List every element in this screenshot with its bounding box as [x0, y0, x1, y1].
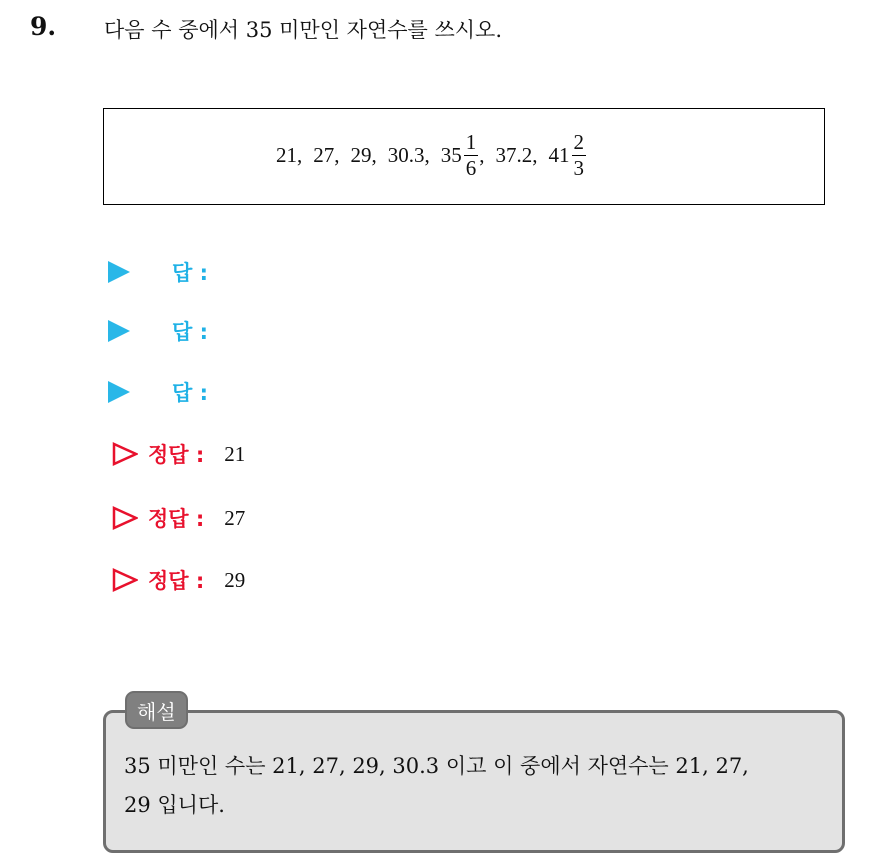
number-item: 21 , [276, 143, 303, 167]
number-item: 37.2 , [495, 143, 538, 167]
number-item: 29 , [350, 143, 377, 167]
fraction [464, 132, 479, 179]
answer-label: 답 : [172, 381, 208, 405]
fraction-numerator: 1 [465, 130, 477, 154]
answer-row[interactable] [108, 316, 208, 346]
question-number: 9. [30, 12, 57, 41]
mixed-fraction-item: 35 $\frac{1}{6}$ , [440, 130, 485, 180]
play-triangle-icon [108, 381, 130, 403]
solution-row [112, 565, 245, 595]
solution-value: 29 [224, 567, 246, 592]
answer-row[interactable] [108, 257, 208, 287]
solution-value: 21 [224, 441, 246, 466]
explanation-line: 35 미만인 수는 21, 27, 29, 30.3 이고 이 중에서 자연수는 21, 27, [124, 754, 749, 778]
number-list-box [103, 108, 825, 205]
solution-label: 정답 : [148, 569, 205, 593]
answer-label: 답 : [172, 261, 208, 285]
answer-row[interactable] [108, 377, 208, 407]
number-item: 27 , [313, 143, 340, 167]
fraction-denominator: 6 [465, 156, 477, 180]
fraction-numerator: 2 [573, 130, 584, 154]
mixed-fraction-item [549, 132, 588, 179]
fraction [572, 132, 587, 179]
solution-value: 27 [224, 505, 246, 530]
solution-row [112, 503, 245, 533]
solution-label: 정답 : [148, 443, 205, 467]
explanation-box [103, 710, 845, 853]
solution-label: 정답 : [148, 507, 205, 531]
explanation-text [124, 747, 839, 825]
answer-label: 답 : [172, 320, 208, 344]
fraction-denominator: 3 [573, 156, 584, 180]
play-triangle-icon [108, 320, 130, 342]
play-triangle-icon [108, 261, 130, 283]
fraction-whole: 41 [548, 143, 570, 167]
outline-triangle-icon [112, 568, 138, 592]
outline-triangle-icon [112, 506, 138, 530]
question-text: 다음 수 중에서 35 미만인 자연수를 쓰시오. [104, 18, 503, 42]
fraction-whole: 35 [440, 143, 462, 167]
number-item: 30.3 , [387, 143, 430, 167]
explanation-tag: 해설 [125, 691, 188, 729]
explanation-line: 29 입니다. [124, 793, 225, 817]
number-list [276, 132, 587, 179]
solution-row [112, 439, 245, 469]
outline-triangle-icon [112, 442, 138, 466]
